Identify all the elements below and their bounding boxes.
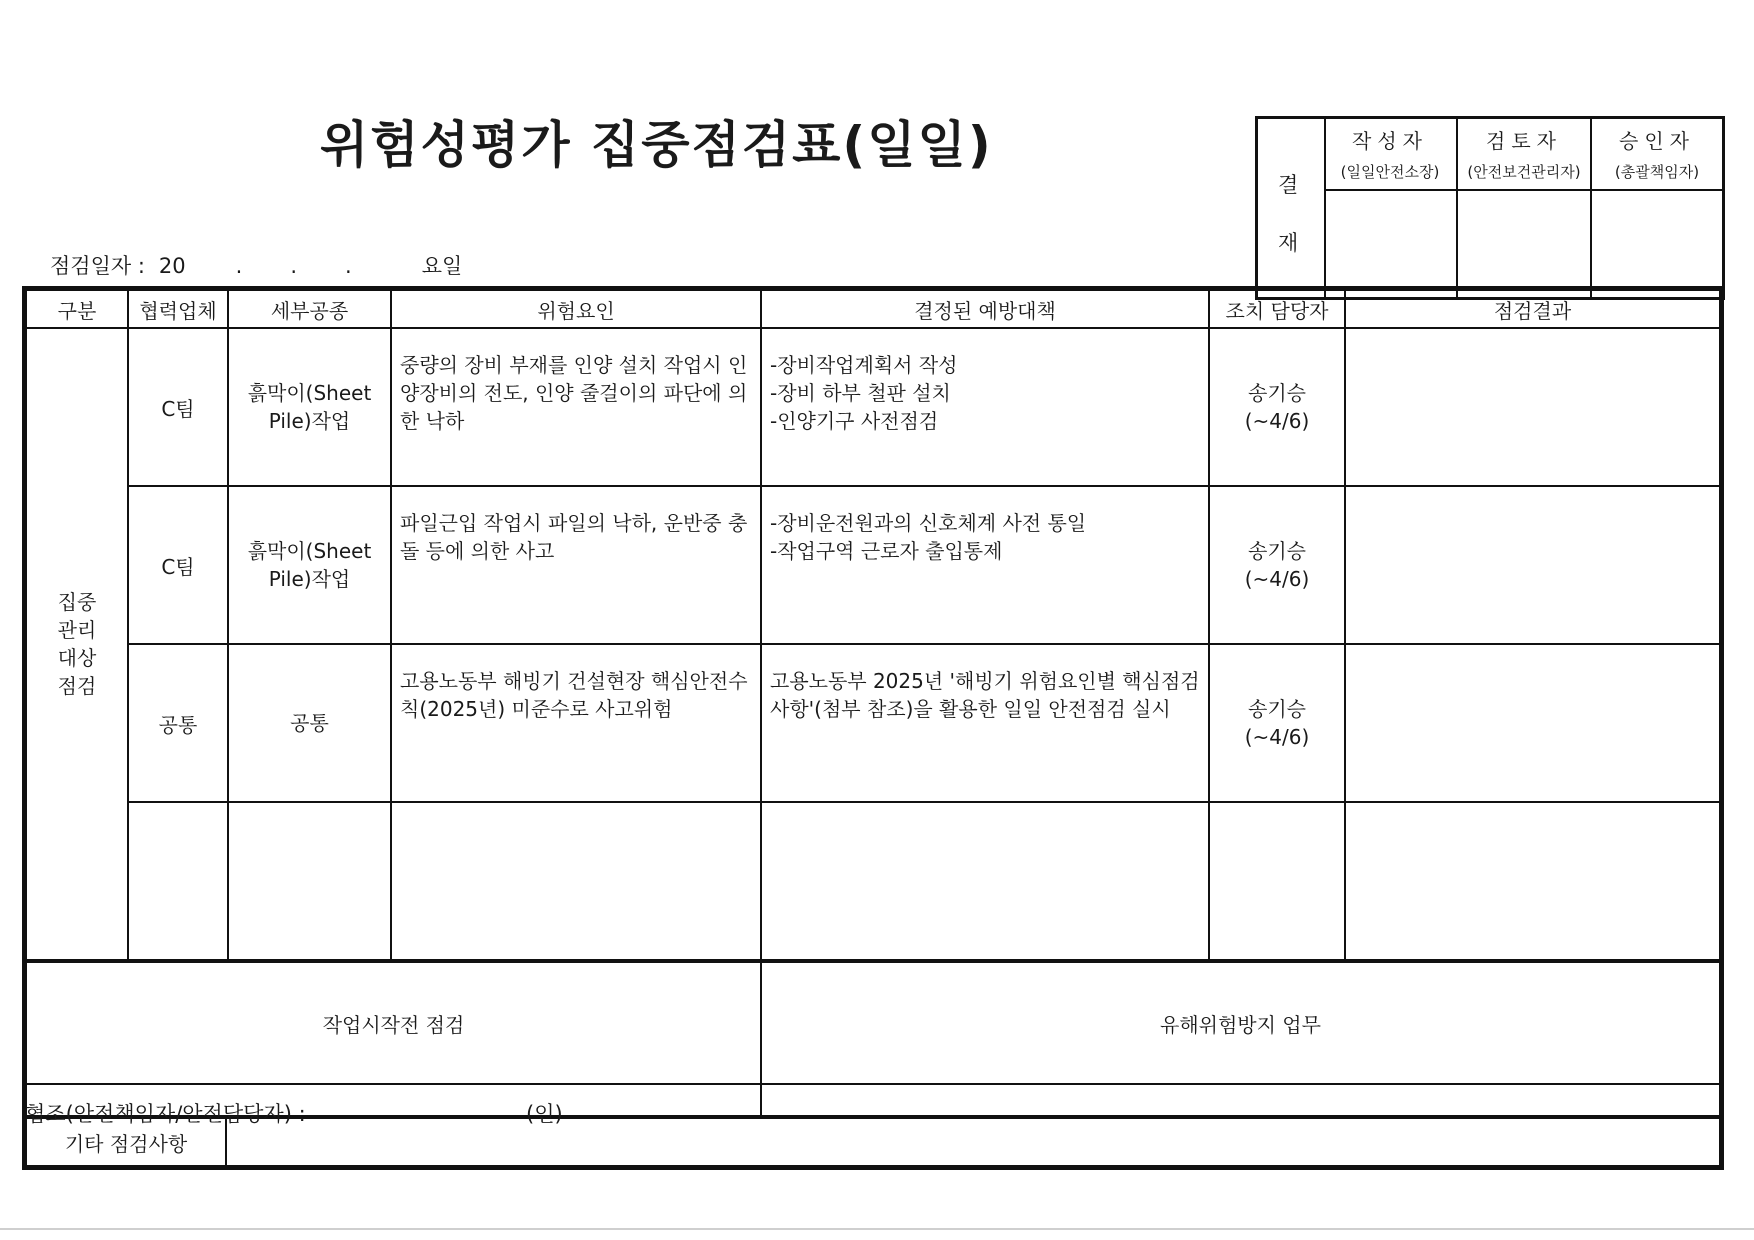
pre-work-check-label: 작업시작전 점검 (322, 1012, 465, 1037)
header-contractor: 협력업체 (128, 290, 228, 328)
header-category: 구분 (26, 290, 128, 328)
prevention-measure-cell: -장비운전원과의 신호체계 사전 통일 -작업구역 근로자 출입통제 (761, 486, 1209, 644)
header-work-type: 세부공종 (228, 290, 391, 328)
inspection-year-prefix: 20 (158, 254, 186, 278)
other-items-field[interactable] (226, 1118, 1720, 1166)
pre-work-check-cell[interactable] (26, 962, 761, 1084)
manager-cell: 송기승 (~4/6) (1209, 486, 1345, 644)
approval-box (1255, 116, 1725, 300)
category-label: 집중 관리 대상 점검 (57, 590, 97, 698)
contractor-cell: C팀 (128, 328, 228, 486)
inspection-table (22, 286, 1724, 1170)
hazard-prevention-extra[interactable] (761, 1084, 1720, 1116)
approval-role: 승인자 (1619, 129, 1695, 153)
category-cell (26, 328, 128, 960)
work-type-cell[interactable] (228, 802, 391, 960)
header-manager: 조치 담당자 (1209, 290, 1345, 328)
approval-label-bottom: 재 (1278, 231, 1299, 255)
inspection-result-cell[interactable] (1345, 486, 1720, 644)
prevention-measure-cell: -장비작업계획서 작성 -장비 하부 철판 설치 -인양기구 사전점검 (761, 328, 1209, 486)
risk-factor-cell: 고용노동부 해빙기 건설현장 핵심안전수칙(2025년) 미준수로 사고위험 (391, 644, 761, 802)
inspection-result-cell[interactable] (1345, 644, 1720, 802)
approval-col-author (1324, 119, 1458, 297)
risk-factor-cell: 파일근입 작업시 파일의 낙하, 운반중 충돌 등에 의한 사고 (391, 486, 761, 644)
inspection-date-line (50, 250, 476, 280)
approval-sub: (일일안전소장) (1340, 163, 1440, 181)
work-type-cell: 공통 (228, 644, 391, 802)
inspection-date-label: 점검일자 : (50, 254, 145, 278)
approval-sub: (안전보건관리자) (1467, 163, 1581, 181)
approval-role: 작성자 (1352, 129, 1428, 153)
work-type-cell: 흙막이(Sheet Pile)작업 (228, 328, 391, 486)
header-inspection-result: 점검결과 (1345, 290, 1720, 328)
prevention-measure-cell[interactable] (761, 802, 1209, 960)
risk-factor-cell[interactable] (391, 802, 761, 960)
hazard-prevention-cell[interactable] (761, 962, 1720, 1084)
prevention-measure-cell: 고용노동부 2025년 '해빙기 위험요인별 핵심점검사항'(첨부 참조)을 활용한 일일 안전점검 실시 (761, 644, 1209, 802)
hazard-prevention-label: 유해위험방지 업무 (1160, 1012, 1321, 1037)
header-prevention-measure: 결정된 예방대책 (761, 290, 1209, 328)
seal-mark: (인) (526, 1102, 563, 1126)
contractor-cell[interactable] (128, 802, 228, 960)
approval-sub: (총괄책임자) (1614, 163, 1700, 181)
date-dot: . (235, 254, 243, 278)
approval-label-top: 결 (1278, 173, 1299, 197)
header-risk-factor: 위험요인 (391, 290, 761, 328)
inspection-result-cell[interactable] (1345, 802, 1720, 960)
cooperation-label: 협조(안전책임자/안전담당자) : (25, 1102, 306, 1126)
manager-cell: 송기승 (~4/6) (1209, 328, 1345, 486)
other-items-label: 기타 점검사항 (26, 1118, 226, 1166)
manager-cell: 송기승 (~4/6) (1209, 644, 1345, 802)
date-dot: . (345, 254, 352, 278)
approval-col-reviewer (1458, 119, 1592, 297)
date-dot: . (290, 254, 298, 278)
work-type-cell: 흙막이(Sheet Pile)작업 (228, 486, 391, 644)
scan-edge-line (0, 1228, 1754, 1230)
contractor-cell: C팀 (128, 486, 228, 644)
weekday-label: 요일 (421, 254, 463, 278)
manager-cell[interactable] (1209, 802, 1345, 960)
approval-col-approver (1592, 119, 1722, 297)
inspection-result-cell[interactable] (1345, 328, 1720, 486)
approval-label (1258, 119, 1326, 297)
approval-role: 검토자 (1486, 129, 1562, 153)
page-title: 위험성평가 집중점검표(일일) (320, 116, 993, 174)
contractor-cell: 공통 (128, 644, 228, 802)
risk-factor-cell: 중량의 장비 부재를 인양 설치 작업시 인양장비의 전도, 인양 줄걸이의 파단에 의한 낙하 (391, 328, 761, 486)
